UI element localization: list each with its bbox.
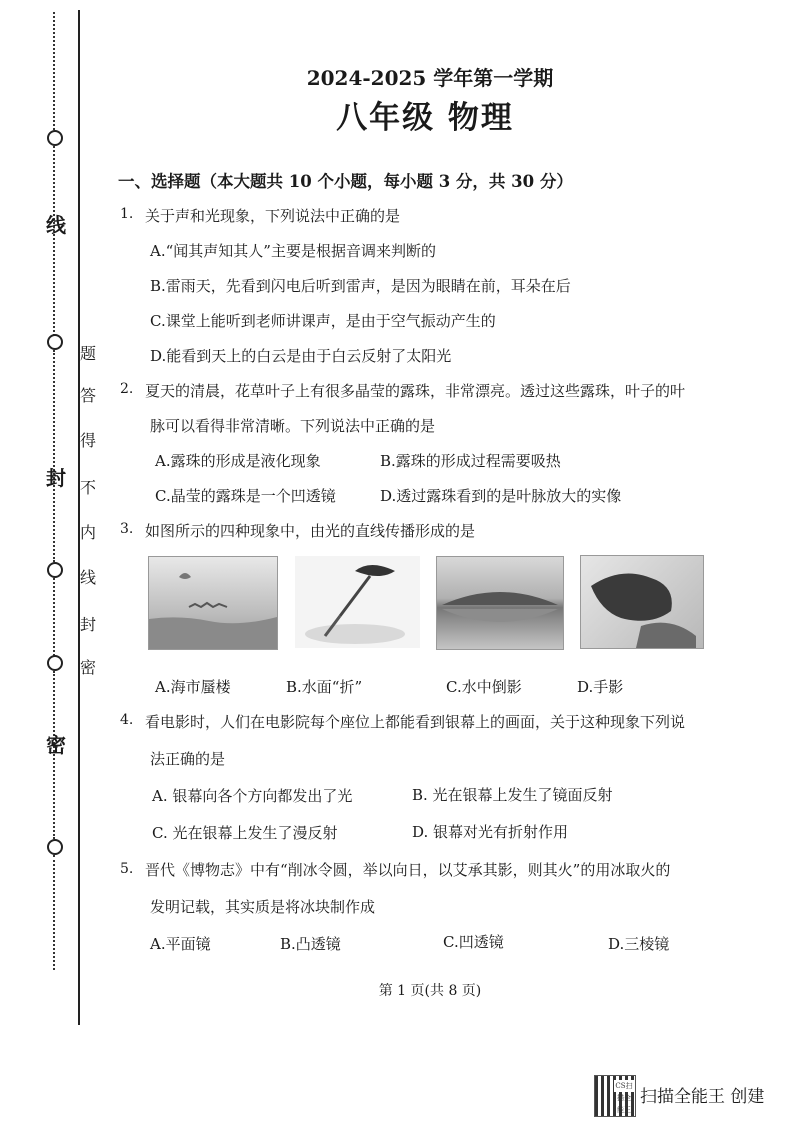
binding-dash <box>53 350 55 562</box>
option-c: C.课堂上能听到老师讲课声，是由于空气振动产生的 <box>150 312 496 330</box>
question-stem-cont: 法正确的是 <box>150 750 226 768</box>
qr-label: CS扫描全能王 <box>615 1082 633 1114</box>
section-heading: 一、选择题（本大题共 10 个小题，每小题 3 分，共 30 分） <box>118 172 573 191</box>
question-number: 1. <box>120 206 134 222</box>
option-d: D.手影 <box>577 678 624 696</box>
option-a: A. 银幕向各个方向都发出了光 <box>152 787 353 805</box>
option-b: B.水面“折” <box>286 678 363 696</box>
option-d: D. 银幕对光有折射作用 <box>412 823 569 841</box>
question-stem: 夏天的清晨，花草叶子上有很多晶莹的露珠，非常漂亮。透过这些露珠，叶子的叶 <box>145 382 686 400</box>
option-c: C.水中倒影 <box>446 678 522 696</box>
binding-note-char: 题 <box>80 344 97 363</box>
binding-char-xian: 线 <box>46 213 66 237</box>
question-stem: 晋代《博物志》中有“削冰令圆，举以向日，以艾承其影，则其火”的用冰取火的 <box>145 861 671 879</box>
refraction-illustration <box>295 556 420 648</box>
option-b: B.露珠的形成过程需要吸热 <box>380 452 561 470</box>
binding-note-char: 线 <box>80 568 97 587</box>
binding-dash <box>53 146 55 336</box>
binding-dash <box>53 855 55 970</box>
option-c: C.晶莹的露珠是一个凹透镜 <box>155 487 336 505</box>
binding-note-char: 答 <box>80 386 97 405</box>
option-c: C.凹透镜 <box>443 933 504 951</box>
binding-note-char: 得 <box>80 431 97 450</box>
option-b: B.凸透镜 <box>280 935 341 953</box>
option-a: A.海市蜃楼 <box>155 678 231 696</box>
binding-char-mi: 密 <box>46 733 66 757</box>
scanner-watermark: 扫描全能王 创建 <box>640 1087 765 1107</box>
reflection-illustration <box>437 557 563 649</box>
question-number: 5. <box>120 861 134 877</box>
hand-shadow-illustration <box>581 556 703 648</box>
question-stem-cont: 发明记载，其实质是将冰块制作成 <box>150 898 376 916</box>
photo-hand-shadow <box>580 555 704 649</box>
binding-note-char: 封 <box>80 615 97 634</box>
mirage-illustration <box>149 557 277 649</box>
binding-hole <box>47 655 63 671</box>
photo-reflection <box>436 556 564 650</box>
question-number: 3. <box>120 521 134 537</box>
question-number: 2. <box>120 381 134 397</box>
option-a: A.露珠的形成是液化现象 <box>155 452 321 470</box>
exam-subject-title: 八年级 物理 <box>336 100 514 136</box>
option-c: C. 光在银幕上发生了漫反射 <box>152 824 338 842</box>
question-stem: 如图所示的四种现象中，由光的直线传播形成的是 <box>145 522 476 540</box>
binding-hole <box>47 839 63 855</box>
question-number: 4. <box>120 712 134 728</box>
photo-mirage <box>148 556 278 650</box>
binding-char-feng: 封 <box>46 466 66 490</box>
binding-hole <box>47 334 63 350</box>
option-d: D.三棱镜 <box>608 935 670 953</box>
exam-term-title: 2024-2025 学年第一学期 <box>306 66 554 90</box>
option-d: D.能看到天上的白云是由于白云反射了太阳光 <box>150 347 452 365</box>
option-b: B. 光在银幕上发生了镜面反射 <box>412 786 613 804</box>
question-stem-cont: 脉可以看得非常清晰。下列说法中正确的是 <box>150 417 436 435</box>
binding-note-char: 内 <box>80 523 97 542</box>
option-a: A.“闻其声知其人”主要是根据音调来判断的 <box>150 242 436 260</box>
option-b: B.雷雨天，先看到闪电后听到雷声，是因为眼睛在前，耳朵在后 <box>150 277 571 295</box>
option-d: D.透过露珠看到的是叶脉放大的实像 <box>380 487 622 505</box>
binding-dash <box>53 578 55 656</box>
photo-refraction <box>295 556 420 648</box>
binding-hole <box>47 562 63 578</box>
question-stem: 关于声和光现象，下列说法中正确的是 <box>145 207 401 225</box>
option-a: A.平面镜 <box>150 935 211 953</box>
binding-note-char: 不 <box>80 478 97 497</box>
binding-rule <box>78 10 80 1025</box>
binding-note-char: 密 <box>80 658 97 677</box>
question-stem: 看电影时，人们在电影院每个座位上都能看到银幕上的画面，关于这种现象下列说 <box>145 713 686 731</box>
page-number: 第 1 页(共 8 页) <box>378 983 482 999</box>
